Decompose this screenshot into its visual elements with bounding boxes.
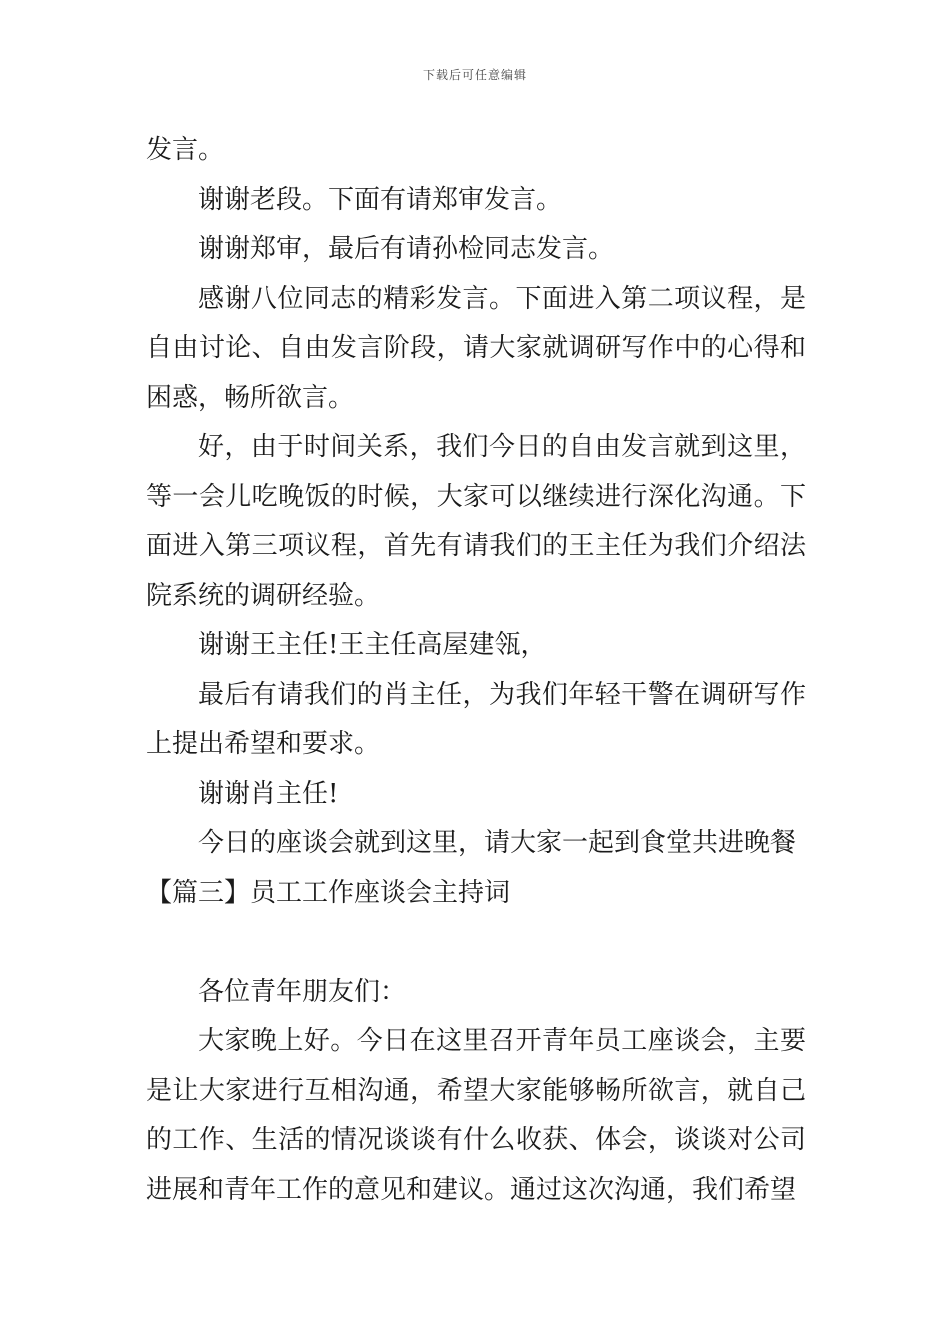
paragraph-6: 谢谢王主任!王主任高屋建瓴，: [198, 630, 547, 660]
page-header: 下载后可任意编辑: [422, 68, 527, 82]
paragraph-4: 感谢八位同志的精彩发言。下面进入第二项议程，是自由讨论、自由发言阶段，请大家就调研写作中的心得和困惑，畅所欲言。: [146, 283, 806, 413]
paragraph-2: 谢谢老段。下面有请郑审发言。: [198, 184, 563, 215]
paragraph-8: 谢谢肖主任!: [198, 778, 339, 809]
paragraph-opening: 大家晚上好。今日在这里召开青年员工座谈会，主要是让大家进行互相沟通，希望大家能够畅所欲言，就自己的工作、生活的情况谈谈有什么收获、体会，谈谈对公司进展和青年工作的意见和建议。通过这次沟通，我们希望: [146, 1026, 806, 1205]
document-body: [146, 126, 806, 1215]
paragraph-1: 发言。: [146, 135, 225, 165]
paragraph-3: 谢谢郑审，最后有请孙检同志发言。: [198, 234, 615, 264]
section-heading: 【篇三】员工工作座谈会主持词: [146, 877, 511, 908]
blank-line: [146, 918, 806, 968]
paragraph-greeting: 各位青年朋友们：: [198, 976, 407, 1007]
paragraph-9: 今日的座谈会就到这里，请大家一起到食堂共进晚餐: [198, 828, 797, 858]
paragraph-5: 好，由于时间关系，我们今日的自由发言就到这里，等一会儿吃晚饭的时候，大家可以继续进行深化沟通。下面进入第三项议程，首先有请我们的王主任为我们介绍法院系统的调研经验。: [146, 432, 806, 611]
paragraph-7: 最后有请我们的肖主任，为我们年轻干警在调研写作上提出希望和要求。: [146, 679, 806, 759]
